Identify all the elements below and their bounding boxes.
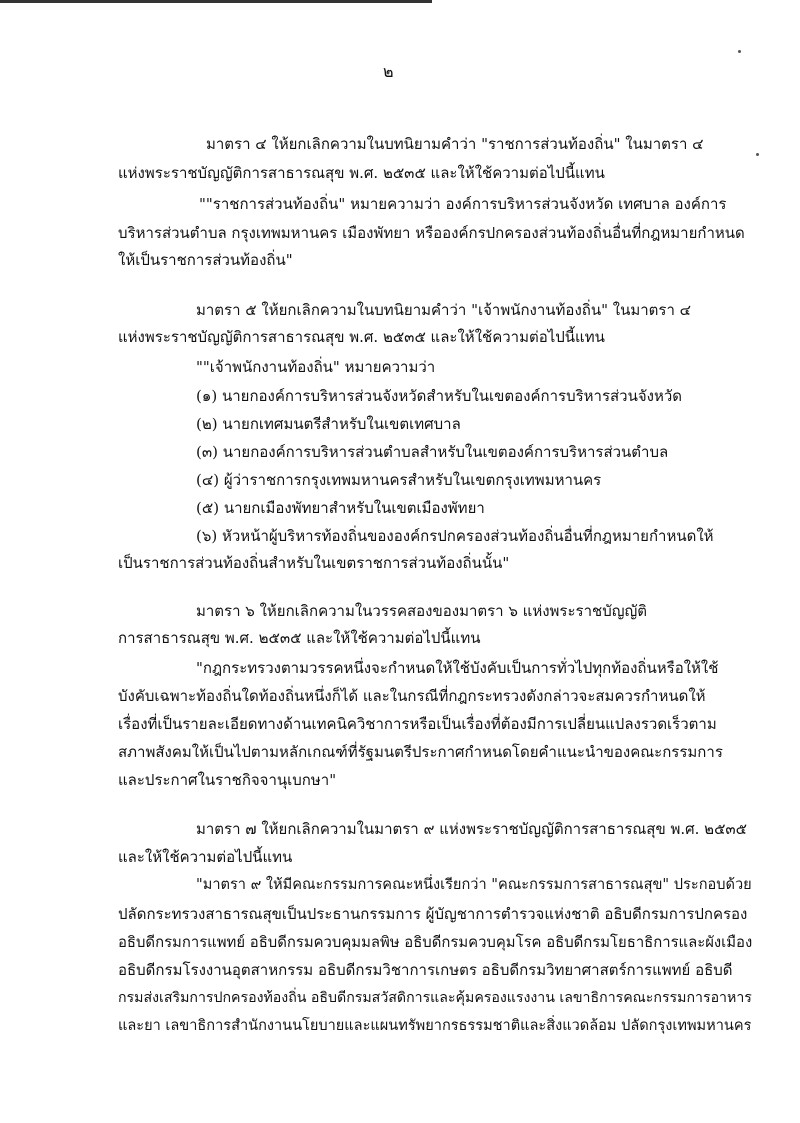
section-4-line-3: ""ราชการส่วนท้องถิ่น" หมายความว่า องค์การบริหารส่วนจังหวัด เทศบาล องค์การ [199, 195, 727, 213]
section-7-line-8: และยา เลขาธิการสำนักงานนโยบายและแผนทรัพยากรธรรมชาติและสิ่งแวดล้อม ปลัดกรุงเทพมหานคร [118, 1017, 752, 1034]
section-5-item-3: (๓) นายกองค์การบริหารส่วนตำบลสำหรับในเขตองค์การบริหารส่วนตำบล [196, 443, 669, 461]
section-4-line-5: ให้เป็นราชการส่วนท้องถิ่น" [118, 251, 293, 269]
section-5-line-1: มาตรา ๕ ให้ยกเลิกความในบทนิยามคำว่า "เจ้าพนักงานท้องถิ่น" ในมาตรา ๔ [196, 301, 691, 319]
section-6-line-1: มาตรา ๖ ให้ยกเลิกความในวรรคสองของมาตรา ๖ แห่งพระราชบัญญัติ [196, 602, 648, 620]
section-6-line-5: เรื่องที่เป็นรายละเอียดทางด้านเทคนิควิชาการหรือเป็นเรื่องที่ต้องมีการเปลี่ยนแปลงรวดเร็วตาม [118, 715, 717, 733]
section-7-line-6: อธิบดีกรมโรงงานอุตสาหกรรม อธิบดีกรมวิชาการเกษตร อธิบดีกรมวิทยาศาสตร์การแพทย์ อธิบดี [118, 961, 733, 979]
section-7-line-7: กรมส่งเสริมการปกครองท้องถิ่น อธิบดีกรมสวัสดิการและคุ้มครองแรงงาน เลขาธิการคณะกรรมการอาหาร [118, 990, 752, 1006]
section-6-line-7: และประกาศในราชกิจจานุเบกษา" [118, 771, 337, 789]
section-7-line-3: "มาตรา ๙ ให้มีคณะกรรมการคณะหนึ่งเรียกว่า "คณะกรรมการสาธารณสุข" ประกอบด้วย [196, 876, 752, 893]
section-4-line-4: บริหารส่วนตำบล กรุงเทพมหานคร เมืองพัทยา หรือองค์กรปกครองส่วนท้องถิ่นอื่นที่กฎหมายกำหนด [118, 224, 745, 242]
section-7-line-5: อธิบดีกรมการแพทย์ อธิบดีกรมควบคุมมลพิษ อธิบดีกรมควบคุมโรค อธิบดีกรมโยธาธิการและผังเมือง [118, 933, 753, 951]
section-5-line-3: ""เจ้าพนักงานท้องถิ่น" หมายความว่า [196, 358, 436, 376]
section-5-item-5: (๕) นายกเมืองพัทยาสำหรับในเขตเมืองพัทยา [196, 499, 485, 517]
scan-edge-line [0, 0, 432, 3]
section-4-line-1: มาตรา ๔ ให้ยกเลิกความในบทนิยามคำว่า "ราชการส่วนท้องถิ่น" ในมาตรา ๔ [206, 135, 704, 153]
section-5-item-1: (๑) นายกองค์การบริหารส่วนจังหวัดสำหรับในเขตองค์การบริหารส่วนจังหวัด [196, 387, 683, 405]
section-6-line-4: บังคับเฉพาะท้องถิ่นใดท้องถิ่นหนึ่งก็ได้ และในกรณีที่กฎกระทรวงดังกล่าวจะสมควรกำหนดให้ [118, 687, 706, 705]
section-5-item-6: (๖) หัวหน้าผู้บริหารท้องถิ่นขององค์กรปกครองส่วนท้องถิ่นอื่นที่กฎหมายกำหนดให้ [196, 527, 714, 545]
scan-speck [738, 50, 741, 53]
section-5-item-4: (๔) ผู้ว่าราชการกรุงเทพมหานครสำหรับในเขตกรุงเทพมหานคร [196, 471, 602, 489]
section-6-line-6: สภาพสังคมให้เป็นไปตามหลักเกณฑ์ที่รัฐมนตรีประกาศกำหนดโดยคำแนะนำของคณะกรรมการ [118, 743, 723, 761]
section-6-line-2: การสาธารณสุข พ.ศ. ๒๕๓๕ และให้ใช้ความต่อไปนี้แทน [118, 629, 481, 647]
scan-speck [756, 153, 759, 156]
section-5-item-6-cont: เป็นราชการส่วนท้องถิ่นสำหรับในเขตราชการส่วนท้องถิ่นนั้น" [118, 554, 510, 572]
section-6-line-3: "กฎกระทรวงตามวรรคหนึ่งจะกำหนดให้ใช้บังคับเป็นการทั่วไปทุกท้องถิ่นหรือให้ใช้ [196, 659, 719, 677]
page-number: ๒ [383, 62, 394, 81]
section-5-line-2: แห่งพระราชบัญญัติการสาธารณสุข พ.ศ. ๒๕๓๕ และให้ใช้ความต่อไปนี้แทน [118, 328, 605, 346]
section-4-line-2: แห่งพระราชบัญญัติการสาธารณสุข พ.ศ. ๒๕๓๕ และให้ใช้ความต่อไปนี้แทน [118, 164, 605, 182]
section-7-line-1: มาตรา ๗ ให้ยกเลิกความในมาตรา ๙ แห่งพระราชบัญญัติการสาธารณสุข พ.ศ. ๒๕๓๕ [196, 820, 748, 838]
section-7-line-2: และให้ใช้ความต่อไปนี้แทน [118, 848, 293, 866]
section-5-item-2: (๒) นายกเทศมนตรีสำหรับในเขตเทศบาล [196, 415, 461, 433]
section-7-line-4: ปลัดกระทรวงสาธารณสุขเป็นประธานกรรมการ ผู้บัญชาการตำรวจแห่งชาติ อธิบดีกรมการปกครอง [118, 905, 748, 923]
